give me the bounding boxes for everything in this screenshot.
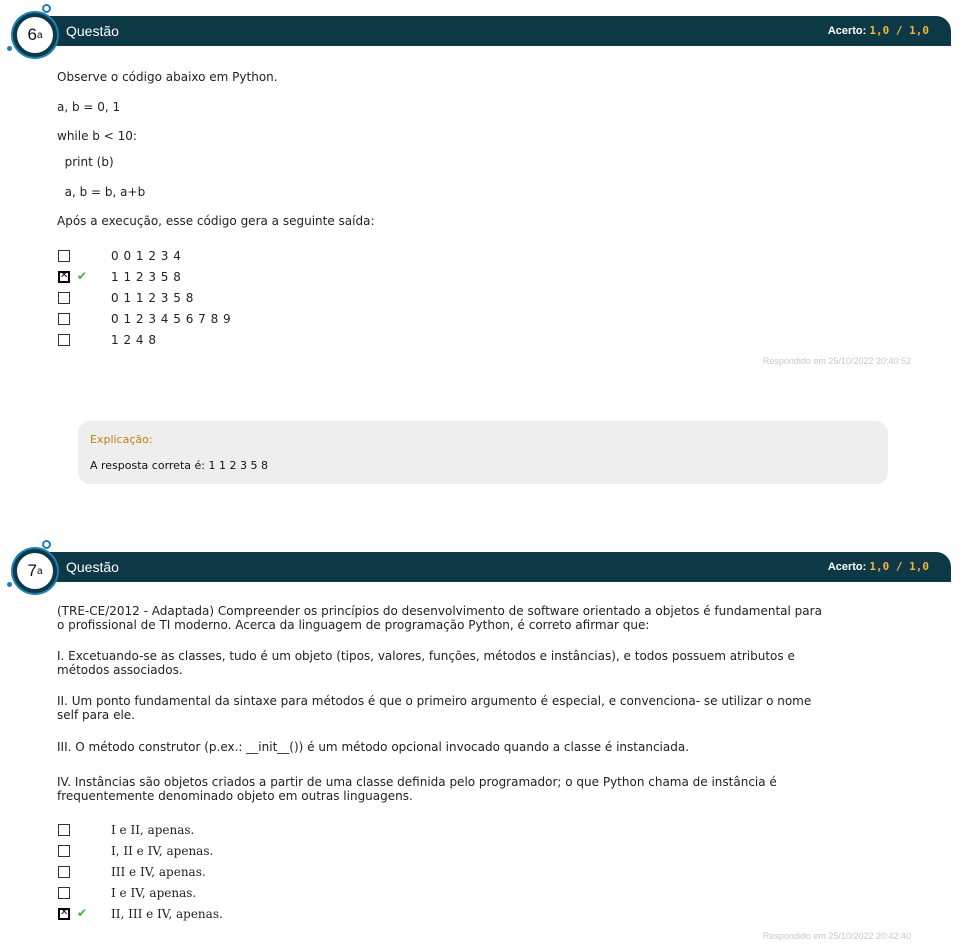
code-line: print (b) bbox=[57, 155, 114, 169]
question-paragraph bbox=[57, 604, 822, 632]
option-label: 1 2 4 8 bbox=[111, 333, 157, 347]
answered-timestamp: Respondido em 25/10/2022 20:42:40 bbox=[762, 931, 911, 941]
option-label: I e IV, apenas. bbox=[111, 886, 197, 900]
option-label: 0 1 1 2 3 5 8 bbox=[111, 291, 194, 305]
text-line: IV. Instâncias são objetos criados a partir de uma classe definida pelo programador; o que Python chama de instância é bbox=[57, 775, 777, 789]
answered-timestamp: Respondido em 25/10/2022 20:40:52 bbox=[762, 356, 911, 366]
decor-dot bbox=[42, 540, 51, 549]
question-paragraph bbox=[57, 649, 795, 677]
question-paragraph bbox=[57, 775, 777, 803]
question-number: 7 bbox=[27, 561, 37, 580]
ordinal-marker: a bbox=[36, 29, 43, 41]
text-line: I. Excetuando-se as classes, tudo é um objeto (tipos, valores, funções, métodos e instâncias), e todos possuem atributos e bbox=[57, 649, 795, 663]
code-line: a, b = b, a+b bbox=[57, 185, 146, 199]
score bbox=[828, 560, 929, 573]
text-line: frequentemente denominado objeto em outras linguagens. bbox=[57, 789, 413, 803]
text-line: métodos associados. bbox=[57, 663, 183, 677]
option-checkbox[interactable] bbox=[58, 250, 70, 262]
option-checkbox[interactable] bbox=[58, 824, 70, 836]
score-label: Acerto: bbox=[827, 25, 867, 37]
ordinal-marker: a bbox=[36, 565, 43, 577]
option-checkbox[interactable] bbox=[58, 334, 70, 346]
option-checkbox[interactable] bbox=[58, 887, 70, 899]
code-line: a, b = 0, 1 bbox=[57, 100, 121, 114]
option-label: 0 0 1 2 3 4 bbox=[111, 249, 182, 263]
question-header-bar bbox=[48, 16, 951, 46]
decor-dot bbox=[7, 46, 12, 51]
option-checkbox-selected[interactable] bbox=[58, 271, 70, 283]
option-checkbox[interactable] bbox=[58, 292, 70, 304]
score-value: 1,0 / 1,0 bbox=[869, 560, 929, 573]
option-label: 1 1 2 3 5 8 bbox=[111, 270, 182, 284]
score bbox=[828, 24, 929, 37]
question-prompt: Após a execução, esse código gera a seguinte saída: bbox=[57, 214, 375, 228]
score-label: Acerto: bbox=[827, 561, 867, 573]
question-title: Questão bbox=[66, 23, 119, 39]
code-line: while b < 10: bbox=[57, 129, 137, 143]
decor-dot bbox=[42, 4, 51, 13]
question-title: Questão bbox=[66, 559, 119, 575]
question-paragraph: III. O método construtor (p.ex.: __init__()) é um método opcional invocado quando a classe é instanciada. bbox=[57, 740, 690, 754]
correct-check-icon: ✔ bbox=[77, 906, 88, 920]
option-checkbox[interactable] bbox=[58, 313, 70, 325]
question-intro: Observe o código abaixo em Python. bbox=[57, 70, 278, 84]
decor-dot bbox=[7, 582, 12, 587]
question-number: 6 bbox=[27, 25, 37, 44]
question-header-bar bbox=[48, 552, 951, 582]
text-line: o profissional de TI moderno. Acerca da linguagem de programação Python, é correto afirmar que: bbox=[57, 618, 650, 632]
question-paragraph bbox=[57, 694, 811, 722]
option-label: 0 1 2 3 4 5 6 7 8 9 bbox=[111, 312, 232, 326]
explanation-label: Explicação: bbox=[90, 433, 153, 446]
score-value: 1,0 / 1,0 bbox=[869, 24, 929, 37]
explanation-box bbox=[78, 421, 888, 484]
option-checkbox[interactable] bbox=[58, 866, 70, 878]
option-label: I e II, apenas. bbox=[111, 823, 195, 837]
text-line: (TRE-CE/2012 - Adaptada) Compreender os princípios do desenvolvimento de software orientado a objetos é fundamental para bbox=[57, 604, 822, 618]
text-line: self para ele. bbox=[57, 708, 135, 722]
text-line: II. Um ponto fundamental da sintaxe para métodos é que o primeiro argumento é especial, e convenciona- se utilizar o nome bbox=[57, 694, 812, 708]
question-number-badge bbox=[13, 13, 57, 57]
option-checkbox-selected[interactable] bbox=[58, 908, 70, 920]
explanation-text: A resposta correta é: 1 1 2 3 5 8 bbox=[90, 459, 268, 472]
option-label: III e IV, apenas. bbox=[111, 865, 206, 879]
option-checkbox[interactable] bbox=[58, 845, 70, 857]
correct-check-icon: ✔ bbox=[77, 269, 88, 283]
option-label: II, III e IV, apenas. bbox=[111, 907, 223, 921]
option-label: I, II e IV, apenas. bbox=[111, 844, 214, 858]
question-number-badge bbox=[13, 549, 57, 593]
